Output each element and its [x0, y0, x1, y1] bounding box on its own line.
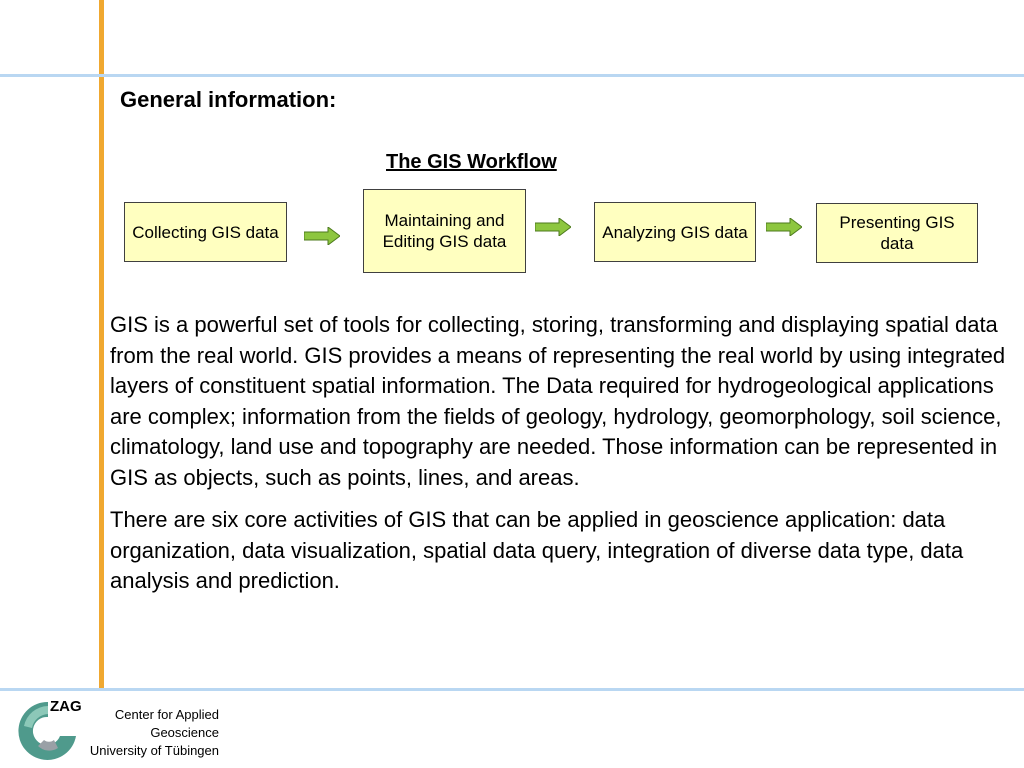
workflow-step-presenting: Presenting GIS data [816, 203, 978, 263]
workflow-title: The GIS Workflow [386, 151, 557, 173]
org-line: Center for Applied [114, 707, 219, 722]
paragraph-activities: There are six core activities of GIS that can be applied in geoscience application: data organization, data visualization, spatial data query, integration of diverse data type, data analysis and prediction. [110, 507, 964, 593]
org-line: Geoscience [150, 725, 219, 740]
workflow-step-analyzing: Analyzing GIS data [594, 202, 756, 262]
workflow-step-collecting: Collecting GIS data [124, 202, 287, 262]
arrow-right-icon [535, 218, 571, 236]
workflow-step-maintaining: Maintaining and Editing GIS data [363, 189, 526, 273]
bottom-divider [0, 688, 1024, 691]
logo-text: ZAG [50, 698, 82, 715]
paragraph-intro: GIS is a powerful set of tools for collecting, storing, transforming and displaying spatial data from the real world. GIS provides a means of representing the real world by using integrated layers of constituent spatial information. The Data required for hydrogeological applications are complex; information from the fields of geology, hydrology, geomorphology, soil science, climatology, land use and topography are needed. Those information can be represented in GIS as objects, such as points, lines, and areas. [110, 312, 1006, 490]
arrow-right-icon [304, 227, 340, 245]
vertical-accent-line [99, 0, 104, 690]
top-divider [0, 74, 1024, 77]
body-text [110, 310, 1015, 609]
organization-name [90, 706, 219, 760]
org-line: University of Tübingen [89, 743, 219, 758]
arrow-right-icon [766, 218, 802, 236]
page-heading: General information: [120, 87, 337, 112]
